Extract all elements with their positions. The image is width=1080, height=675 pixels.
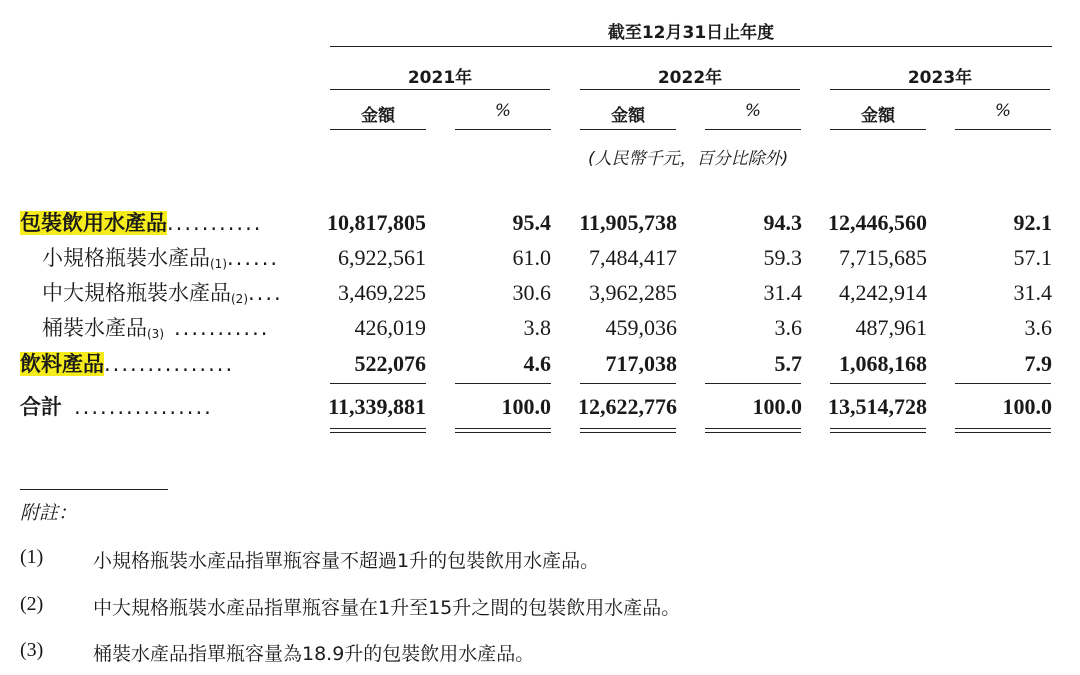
amount-2022: 717,038 <box>605 351 677 376</box>
year-rule-2021 <box>330 89 550 90</box>
amount-2022: 3,962,285 <box>589 280 677 305</box>
amount-2021: 6,922,561 <box>338 245 426 270</box>
row-label <box>42 241 279 275</box>
amount-2023: 12,446,560 <box>828 210 927 235</box>
percent-2021: 61.0 <box>512 245 551 270</box>
percent-2021: 30.6 <box>512 280 551 305</box>
percent-header-2021: % <box>494 101 512 121</box>
amount-2022: 7,484,417 <box>589 245 677 270</box>
row-label <box>42 276 283 310</box>
highlight-label: 包裝飲用水產品 <box>20 211 167 235</box>
subtotal-rule-5 <box>830 383 926 384</box>
amount-2022: 11,905,738 <box>579 210 677 235</box>
total-double-rule-4 <box>705 428 801 433</box>
total-double-rule-5 <box>830 428 926 433</box>
year-2023: 2023年 <box>907 68 973 88</box>
note-number: (3) <box>20 639 44 661</box>
total-double-rule-1 <box>330 428 426 433</box>
note-text: 中大規格瓶裝水產品指單瓶容量在1升至15升之間的包裝飲用水產品。 <box>93 597 681 619</box>
percent-2023: 7.9 <box>1024 351 1052 376</box>
note-text: 小規格瓶裝水產品指單瓶容量不超過1升的包裝飲用水產品。 <box>93 550 600 572</box>
subtotal-rule-3 <box>580 383 676 384</box>
percent-2023: 100.0 <box>1002 394 1052 419</box>
amount-2021: 3,469,225 <box>338 280 426 305</box>
amount-2021: 11,339,881 <box>328 394 426 419</box>
total-double-rule-3 <box>580 428 676 433</box>
label-text: 中大規格瓶裝水產品 <box>42 281 231 305</box>
subtotal-rule-1 <box>330 383 426 384</box>
year-rule-2022 <box>580 89 800 90</box>
note-number: (1) <box>20 546 44 568</box>
notes-divider <box>20 489 168 490</box>
year-rule-2023 <box>830 89 1050 90</box>
percent-2023: 92.1 <box>1013 210 1052 235</box>
footnote-ref: (1) <box>210 257 227 271</box>
label-text: 合計 <box>20 395 62 419</box>
percent-2022: 100.0 <box>752 394 802 419</box>
table-row <box>0 311 1080 345</box>
row-label <box>20 390 213 424</box>
note-number: (2) <box>20 593 44 615</box>
col-rule-1 <box>330 129 426 130</box>
percent-2023: 3.6 <box>1024 315 1052 340</box>
percent-2021: 95.4 <box>512 210 551 235</box>
percent-2021: 100.0 <box>501 394 551 419</box>
col-rule-6 <box>955 129 1051 130</box>
row-label <box>42 311 269 345</box>
year-2021: 2021年 <box>407 68 473 88</box>
amount-2021: 10,817,805 <box>327 210 426 235</box>
percent-2022: 31.4 <box>763 280 802 305</box>
col-rule-2 <box>455 129 551 130</box>
label-text: 小規格瓶裝水產品 <box>42 246 210 270</box>
amount-header-2021: 金額 <box>361 106 395 126</box>
notes-title: 附註： <box>20 502 78 524</box>
label-text: 桶裝水產品 <box>42 316 147 340</box>
unit-note: (人民幣千元，百分比除外) <box>588 149 789 169</box>
highlight-label: 飲料產品 <box>20 352 104 376</box>
percent-2023: 57.1 <box>1013 245 1052 270</box>
table-row <box>0 347 1080 381</box>
percent-2021: 3.8 <box>523 315 551 340</box>
percent-2022: 59.3 <box>763 245 802 270</box>
amount-2023: 13,514,728 <box>828 394 927 419</box>
amount-2021: 522,076 <box>354 351 426 376</box>
percent-2022: 5.7 <box>774 351 802 376</box>
col-rule-3 <box>580 129 676 130</box>
table-row-total <box>0 390 1080 424</box>
total-double-rule-6 <box>955 428 1051 433</box>
leader-dots: ........... <box>167 211 263 235</box>
amount-header-2023: 金額 <box>861 106 895 126</box>
row-label <box>20 206 262 240</box>
total-double-rule-2 <box>455 428 551 433</box>
percent-header-2023: % <box>994 101 1012 121</box>
table-row <box>0 241 1080 275</box>
table-row <box>0 276 1080 310</box>
amount-2023: 7,715,685 <box>839 245 927 270</box>
amount-2023: 4,242,914 <box>839 280 927 305</box>
amount-2022: 12,622,776 <box>578 394 677 419</box>
note-text: 桶裝水產品指單瓶容量為18.9升的包裝飲用水產品。 <box>93 643 535 665</box>
subtotal-rule-2 <box>455 383 551 384</box>
period-rule <box>330 46 1052 47</box>
col-rule-5 <box>830 129 926 130</box>
period-title: 截至12月31日止年度 <box>607 23 775 43</box>
leader-dots: .... <box>248 281 283 305</box>
leader-dots: ........... <box>174 316 270 340</box>
subtotal-rule-4 <box>705 383 801 384</box>
col-rule-4 <box>705 129 801 130</box>
row-label <box>20 347 234 381</box>
percent-header-2022: % <box>744 101 762 121</box>
footnote-ref: (2) <box>231 292 248 306</box>
percent-2021: 4.6 <box>523 351 551 376</box>
percent-2022: 94.3 <box>763 210 802 235</box>
leader-dots: ............... <box>104 352 235 376</box>
percent-2023: 31.4 <box>1013 280 1052 305</box>
percent-2022: 3.6 <box>774 315 802 340</box>
amount-2021: 426,019 <box>354 315 426 340</box>
amount-2023: 487,961 <box>855 315 927 340</box>
year-2022: 2022年 <box>657 68 723 88</box>
subtotal-rule-6 <box>955 383 1051 384</box>
amount-2023: 1,068,168 <box>839 351 927 376</box>
amount-2022: 459,036 <box>605 315 677 340</box>
footnote-ref: (3) <box>147 327 164 341</box>
leader-dots: ...... <box>227 246 280 270</box>
leader-dots: ................ <box>74 395 213 419</box>
table-row <box>0 206 1080 240</box>
amount-header-2022: 金額 <box>611 106 645 126</box>
